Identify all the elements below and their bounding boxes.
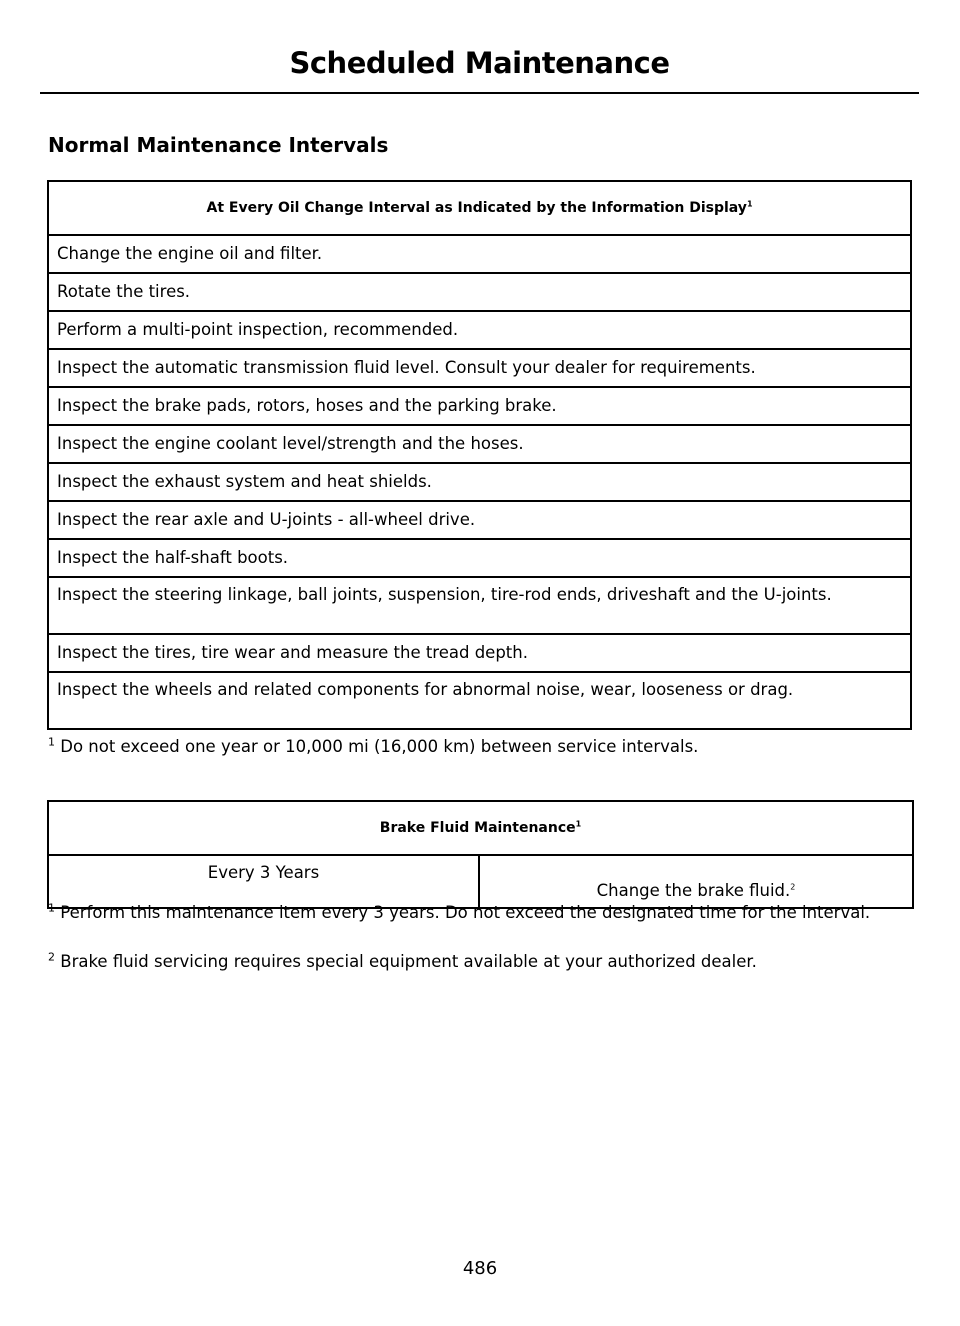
oil-table-heading bbox=[48, 181, 911, 235]
brake-table-heading-text: Brake Fluid Maintenance bbox=[379, 820, 576, 836]
brake-action-sup: 2 bbox=[790, 882, 796, 892]
table-row: Inspect the engine coolant level/strength and the hoses. bbox=[48, 425, 911, 463]
brake-footnote-2 bbox=[48, 951, 914, 973]
table-row: Perform a multi-point inspection, recommended. bbox=[48, 311, 911, 349]
table-row: Inspect the brake pads, rotors, hoses and the parking brake. bbox=[48, 387, 911, 425]
footnote-text: Perform this maintenance item every 3 years. Do not exceed the designated time for the interval. bbox=[60, 903, 871, 922]
footnote-number: 1 bbox=[48, 735, 55, 749]
brake-table-heading-sup: 1 bbox=[575, 819, 582, 829]
footnote-number: 2 bbox=[48, 950, 55, 964]
brake-action-text: Change the brake fluid. bbox=[596, 881, 791, 900]
brake-fluid-table bbox=[47, 800, 914, 909]
table-row: Inspect the wheels and related components for abnormal noise, wear, looseness or drag. bbox=[48, 672, 911, 729]
brake-footnote-1 bbox=[48, 902, 914, 924]
oil-change-table bbox=[47, 180, 912, 730]
table-row: Inspect the tires, tire wear and measure the tread depth. bbox=[48, 634, 911, 672]
brake-table-heading bbox=[48, 801, 913, 855]
table-row: Inspect the rear axle and U-joints - all-wheel drive. bbox=[48, 501, 911, 539]
table-row: Change the engine oil and filter. bbox=[48, 235, 911, 273]
brake-action-cell bbox=[479, 855, 913, 908]
section-title: Normal Maintenance Intervals bbox=[48, 133, 389, 157]
brake-interval-cell: Every 3 Years bbox=[48, 855, 479, 908]
footnote-number: 1 bbox=[48, 901, 55, 915]
footnote-text: Do not exceed one year or 10,000 mi (16,000 km) between service intervals. bbox=[60, 737, 699, 756]
table-row: Inspect the automatic transmission fluid level. Consult your dealer for requirements. bbox=[48, 349, 911, 387]
table-row: Inspect the exhaust system and heat shields. bbox=[48, 463, 911, 501]
oil-table-heading-sup: 1 bbox=[746, 199, 753, 209]
table-row: Inspect the half-shaft boots. bbox=[48, 539, 911, 577]
footnote-text: Brake fluid servicing requires special equipment available at your authorized dealer. bbox=[60, 952, 757, 971]
page-title: Scheduled Maintenance bbox=[289, 46, 670, 80]
page-header bbox=[40, 40, 919, 94]
table-row: Rotate the tires. bbox=[48, 273, 911, 311]
oil-table-footnote bbox=[48, 736, 914, 758]
table-row: Inspect the steering linkage, ball joints, suspension, tire-rod ends, driveshaft and the U-joints. bbox=[48, 577, 911, 634]
page-number: 486 bbox=[462, 1258, 498, 1279]
oil-table-heading-text: At Every Oil Change Interval as Indicated by the Information Display bbox=[206, 200, 747, 216]
